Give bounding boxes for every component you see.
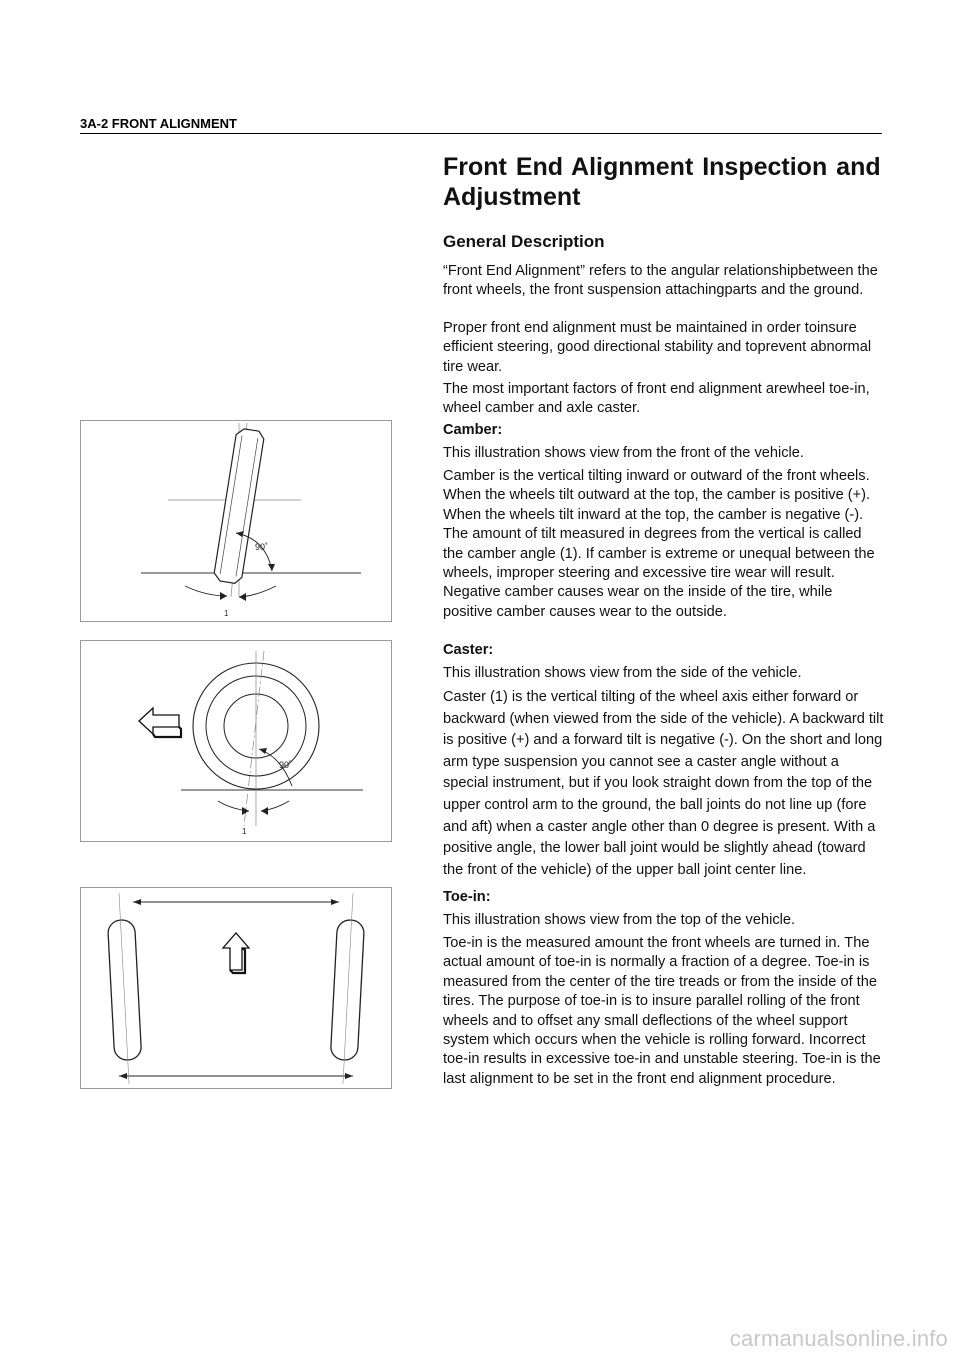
caster-body: Caster (1) is the vertical tilting of the wheel axis either forward or backward (when viewed from the side of the vehicle). A backward tilt is positive (+) and a forward tilt is negative (-). On the short and long arm type suspension you cannot see a caster angle without a special instrument, but if you look straight down from the top of the upper control arm to the ground, the ball joints do not line up (fore and aft) when a caster angle other than 0 degree is present. With a positive angle, the lower ball joint would be slightly ahead (toward the front of the vehicle) of the upper ball joint center line. [443, 689, 884, 878]
intro-paragraph-1: “Front End Alignment” refers to the angular relationshipbetween the front wheels, the front suspension attachingparts and the ground. [443, 263, 878, 299]
camber-angle-label: 90˚ [255, 542, 269, 552]
caster-diagram [81, 641, 391, 841]
camber-body: Camber is the vertical tilting inward or outward of the front wheels. When the wheels tilt outward at the top, the camber is positive (+). When the wheels tilt inward at the top, the camber is negative (-). The amount of tilt measured in degrees from the vertical is called the camber angle (1). If camber is extreme or unequal between the wheels, improper steering and excessive tire wear will result. Negative camber causes wear on the inside of the tire, while positive camber causes wear to the outside. [443, 468, 875, 620]
toein-body: Toe-in is the measured amount the front wheels are turned in. The actual amount of toe-in is normally a fraction of a degree. Toe-in is measured from the center of the tire treads or from the inside of the tires. The purpose of toe-in is to insure parallel rolling of the front wheels and to offset any small deflections of the wheel support system which occurs when the vehicle is rolling forward. Incorrect toe-in results in excessive toe-in and unstable steering. Toe-in is the last alignment to be set in the front end alignment procedure. [443, 935, 881, 1087]
section-title: Front End Alignment Inspection and Adjustment [443, 153, 881, 211]
caster-callout-1: 1 [242, 827, 247, 836]
toein-diagram [81, 888, 391, 1088]
toein-view-note: This illustration shows view from the top of the vehicle. [443, 912, 796, 928]
left-tire [106, 892, 143, 1084]
intro-paragraph-3: The most important factors of front end alignment arewheel toe-in, wheel camber and axle caster. [443, 381, 870, 417]
page-header: 3A-2 FRONT ALIGNMENT [80, 116, 882, 134]
forward-arrow-icon [139, 708, 181, 737]
watermark: carmanualsonline.info [729, 1326, 948, 1351]
camber-figure [80, 420, 392, 622]
caster-angle-label: 90˚ [279, 760, 293, 770]
camber-heading: Camber: [443, 422, 503, 438]
toein-figure [80, 887, 392, 1089]
caster-view-note: This illustration shows view from the side of the vehicle. [443, 665, 802, 681]
forward-arrow-icon [223, 933, 249, 973]
intro-paragraph-2: Proper front end alignment must be maintained in order toinsure efficient steering, good directional stability and toprevent abnormal tire wear. [443, 320, 872, 375]
camber-callout-1: 1 [224, 609, 229, 618]
caster-heading: Caster: [443, 642, 494, 658]
camber-diagram [81, 421, 391, 621]
section-subtitle: General Description [443, 232, 605, 251]
right-tire [329, 892, 366, 1084]
camber-view-note: This illustration shows view from the front of the vehicle. [443, 445, 804, 461]
tire-shape [213, 428, 265, 584]
toein-heading: Toe-in: [443, 889, 491, 905]
caster-figure [80, 640, 392, 842]
